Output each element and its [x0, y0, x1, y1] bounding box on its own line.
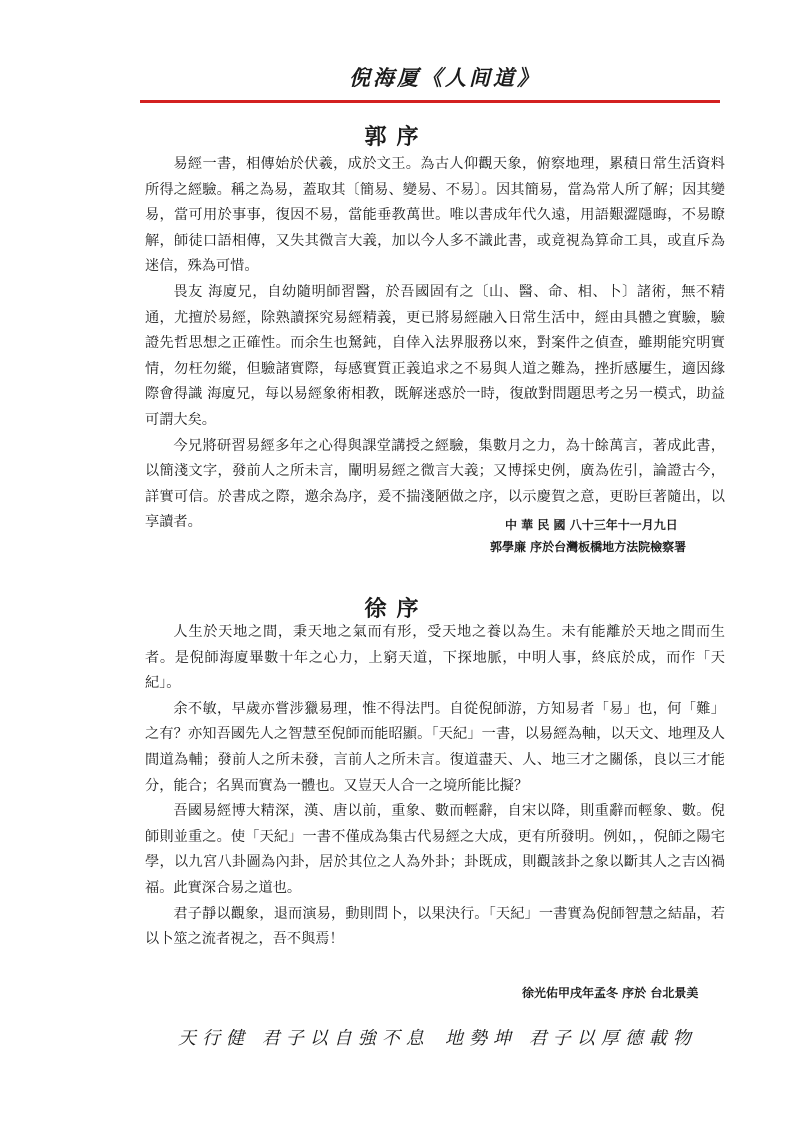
preface-guo-paragraph: 易經一書，相傳始於伏羲，成於文王。為古人仰觀天象，俯察地理，累積日常生活資料所得之經驗。稱之為易，蓋取其〔簡易、變易、不易〕。因其簡易，當為常人所了解；因其變易，當可用於事事，復因不易，當能垂教萬世。唯以書成年代久遠，用語艱澀隱晦，不易瞭解，師徒口語相傳，又失其微言大義，加以今人多不識此書，或竟視為算命工具，或直斥為迷信，殊為可惜。 — [145, 156, 725, 275]
preface-xu-title: 徐序 — [364, 597, 429, 622]
preface-guo-body — [145, 152, 725, 536]
header-rule — [140, 100, 720, 103]
preface-xu-paragraph: 君子靜以觀象，退而演易，動則問卜，以果決行。「天紀」一書實為倪師智慧之結晶，若以卜筮之流者視之，吾不與焉！ — [145, 905, 725, 948]
preface-xu-signature: 徐光佑甲戌年孟冬 序於 台北景美 — [522, 986, 699, 1000]
header-title: 倪海厦《人间道》 — [349, 65, 541, 90]
preface-guo-date: 中 華 民 國 八十三年十一月九日 — [505, 518, 678, 532]
motto-right: 地勢坤 君子以厚德載物 — [445, 1028, 697, 1049]
preface-xu-body — [145, 620, 725, 953]
preface-xu-paragraph: 余不敏，早歲亦嘗涉獵易理，惟不得法門。自從倪師游，方知易者「易」也，何「難」之有？亦知吾國先人之智慧至倪師而能昭顯。「天紀」一書，以易經為軸，以天文、地理及人間道為輔；發前人之所未發，言前人之所未言。復道盡天、人、地三才之關係，良以三才能分，能合；名異而實為一體也。又豈天人合一之境所能比擬？ — [145, 700, 725, 794]
preface-guo-title: 郭序 — [364, 125, 429, 150]
preface-xu-paragraph: 人生於天地之間，秉天地之氣而有形，受天地之養以為生。未有能離於天地之間而生者。是倪師海廈畢數十年之心力，上窮天道，下探地脈，中明人事，終底於成，而作「天紀」。 — [145, 624, 725, 692]
preface-xu-paragraph: 吾國易經博大精深，漢、唐以前，重象、數而輕辭，自宋以降，則重辭而輕象、數。倪師則並重之。使「天紀」一書不僅成為集古代易經之大成，更有所發明。例如，，倪師之陽宅學，以九宮八卦圖為內卦，居於其位之人為外卦；卦既成，則觀該卦之象以斷其人之吉凶禍福。此實深合易之道也。 — [145, 803, 725, 896]
preface-guo-signature: 郭學廉 序於台灣板橋地方法院檢察署 — [490, 540, 687, 554]
motto-left: 天行健 君子以自強不息 — [178, 1028, 430, 1049]
preface-guo-paragraph: 今兄將研習易經多年之心得與課堂講授之經驗，集數月之力，為十餘萬言，著成此書，以簡淺文字，發前人之所未言，闡明易經之微言大義；又博採史例，廣為佐引，論證古今，詳實可信。於書成之際，邀余為序，爰不揣淺陋做之序，以示慶賀之意，更盼巨著隨出，以享讀者。 — [145, 437, 725, 531]
preface-guo-paragraph: 畏友 海廈兄，自幼隨明師習醫，於吾國固有之〔山、醫、命、相、卜〕諸術，無不精通，尤擅於易經，除熟讀探究易經精義，更已將易經融入日常生活中，經由具體之實驗，驗證先哲思想之正確性。而余生也駑鈍，自倖入法界服務以來，對案件之偵查，雖期能究明實情，勿枉勿縱，但驗諸實際，每感實質正義追求之不易與人道之難為，挫折感屢生，適因緣際會得識 海廈兄，每以易經象術相教，既解迷惑於一時，復啟對問題思考之另一模式，助益可謂大矣。 — [145, 283, 725, 428]
